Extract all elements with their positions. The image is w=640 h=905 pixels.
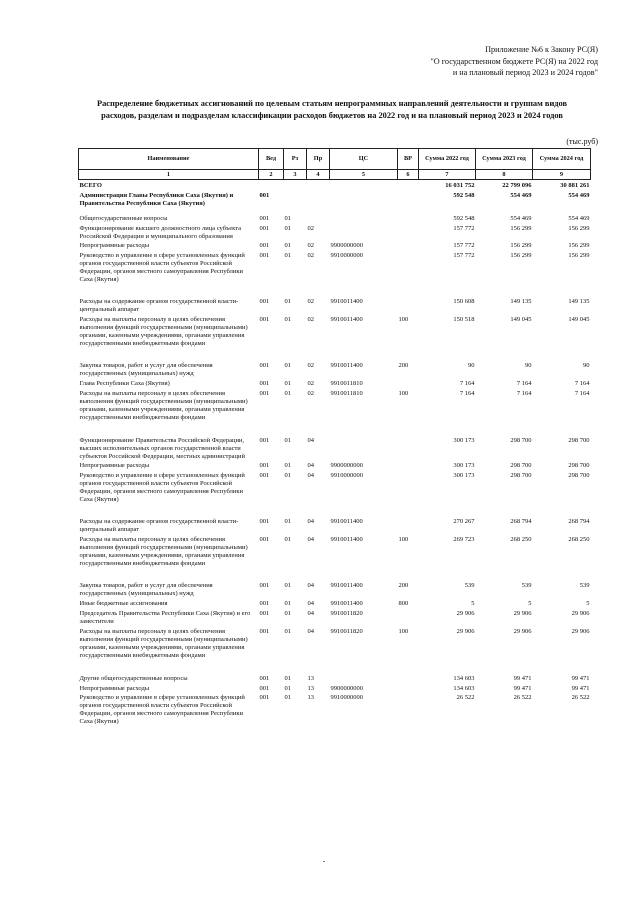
row-sum-2024: 99 471 (571, 684, 590, 692)
row-name: Глава Республики Саха (Якутия) (79, 380, 170, 388)
budget-table-body (79, 180, 591, 727)
row-vr (398, 460, 419, 470)
row-cs: 9910011810 (330, 380, 363, 388)
row-vr (398, 223, 419, 241)
row-sum-2023: 539 (521, 582, 532, 590)
row-vr (398, 180, 419, 190)
row-rz: 01 (284, 297, 291, 305)
row-ved: 001 (259, 472, 270, 480)
row-rz: 01 (284, 224, 291, 232)
table-row (79, 180, 591, 190)
row-sum-2022: 300 173 (453, 472, 475, 480)
row-pr: 04 (307, 582, 314, 590)
row-ved: 001 (259, 224, 270, 232)
row-name: Иные бюджетные ассигнования (79, 600, 168, 608)
row-rz: 01 (284, 518, 291, 525)
row-ved: 001 (259, 582, 270, 590)
row-cs: 9900000000 (330, 462, 363, 470)
row-sum-2024: 149 135 (568, 297, 590, 305)
row-sum-2022: 157 772 (453, 224, 475, 232)
row-pr: 02 (307, 362, 314, 370)
row-pr: 02 (307, 390, 314, 398)
row-sum-2023: 29 906 (513, 627, 532, 635)
row-sum-2022: 269 723 (453, 535, 475, 543)
row-cs (330, 208, 398, 223)
table-row (79, 314, 591, 348)
row-pr: 04 (307, 600, 314, 608)
row-ved: 001 (259, 214, 270, 222)
document-title (66, 98, 598, 121)
row-cs: 9910011400 (330, 297, 363, 305)
row-rz: 01 (284, 462, 291, 470)
row-cs: 9910011820 (330, 627, 363, 635)
row-vr: 200 (398, 582, 409, 590)
row-cs: 9900000000 (330, 684, 363, 692)
row-rz: 01 (284, 362, 291, 370)
col-header-sum-2024: Сумма 2024 год (533, 149, 591, 170)
row-sum-2024: 5 (586, 600, 590, 608)
row-cs: 9910000000 (330, 252, 363, 260)
row-pr: 04 (307, 518, 314, 525)
row-vr (398, 240, 419, 250)
col-header-ved: Вед (259, 149, 284, 170)
col-header-cs: ЦС (330, 149, 398, 170)
row-ved: 001 (259, 315, 270, 323)
row-vr (398, 660, 419, 683)
row-vr (398, 190, 419, 208)
table-row (79, 598, 591, 608)
col-number-4: 4 (307, 170, 330, 180)
appendix-note (430, 44, 598, 79)
row-rz: 01 (284, 610, 291, 618)
table-row (79, 692, 591, 726)
row-vr: 100 (398, 627, 409, 635)
row-vr: 100 (398, 535, 409, 543)
row-sum-2023: 554 469 (510, 214, 532, 222)
row-name: Другие общегосударственные вопросы (79, 674, 188, 682)
row-vr (398, 692, 419, 726)
col-header-sum-2022: Сумма 2022 год (419, 149, 476, 170)
row-sum-2023: 7 164 (516, 380, 532, 388)
row-cs (330, 190, 398, 208)
row-sum-2023: 156 299 (510, 252, 532, 260)
row-sum-2024: 554 469 (568, 191, 590, 199)
row-sum-2022: 5 (471, 600, 475, 608)
row-name: Непрограммные расходы (79, 462, 150, 470)
col-number-6: 6 (398, 170, 419, 180)
row-sum-2023: 298 700 (510, 462, 532, 470)
row-name: Администрация Главы Республики Саха (Якутия) и Правительства Республики Саха (Якутия) (79, 191, 234, 207)
row-sum-2023: 156 299 (510, 242, 532, 250)
table-row (79, 240, 591, 250)
row-rz: 01 (284, 674, 291, 682)
row-sum-2024: 29 906 (571, 610, 590, 618)
row-sum-2024: 554 469 (568, 214, 590, 222)
column-number-row (79, 170, 591, 180)
col-number-8: 8 (476, 170, 533, 180)
row-cs: 9910000000 (330, 694, 363, 702)
row-name: Расходы на содержание органов государственной власти- центральный аппарат (79, 297, 239, 313)
table-row (79, 660, 591, 683)
row-ved: 001 (259, 462, 270, 470)
row-ved: 001 (259, 535, 270, 543)
row-sum-2024: 7 164 (574, 390, 590, 398)
row-sum-2022: 150 518 (453, 315, 475, 323)
row-pr: 04 (307, 462, 314, 470)
row-pr: 04 (307, 436, 314, 444)
row-cs: 9900000000 (330, 242, 363, 250)
row-name: Функционирование Правительства Российской Федерации, высших исполнительных органов государственной власти субъектов Российской Федерации, местных администраций (79, 436, 245, 460)
row-sum-2022: 157 772 (453, 242, 475, 250)
row-cs (330, 180, 398, 190)
row-rz: 01 (284, 214, 291, 222)
col-header-name: Наименование (79, 149, 259, 170)
table-row (79, 190, 591, 208)
col-number-9: 9 (533, 170, 591, 180)
row-sum-2022: 7 164 (459, 380, 475, 388)
table-row (79, 250, 591, 284)
row-pr: 13 (307, 694, 314, 702)
row-sum-2022: 134 603 (453, 674, 475, 682)
row-name: Председатель Правительства Республики Саха (Якутия) и его заместители (79, 610, 251, 626)
row-pr: 02 (307, 242, 314, 250)
row-sum-2024: 156 299 (568, 224, 590, 232)
row-sum-2024: 298 700 (568, 436, 590, 444)
row-name: Руководство и управление в сфере установленных функций органов государственной власти субъектов Российской Федерации, органов местного самоуправления Республики Саха (Якутия) (79, 694, 245, 726)
row-sum-2022: 134 603 (453, 684, 475, 692)
row-sum-2024: 30 881 261 (560, 182, 590, 189)
row-sum-2024: 149 045 (568, 315, 590, 323)
row-sum-2022: 26 522 (456, 694, 475, 702)
table-row (79, 683, 591, 693)
row-sum-2023: 156 299 (510, 224, 532, 232)
row-sum-2024: 156 299 (568, 252, 590, 260)
row-ved: 001 (259, 600, 270, 608)
col-number-3: 3 (284, 170, 307, 180)
row-sum-2023: 99 471 (513, 684, 532, 692)
col-number-2: 2 (259, 170, 284, 180)
row-sum-2023: 90 (525, 362, 532, 370)
table-row (79, 422, 591, 461)
col-header-pr: Пр (307, 149, 330, 170)
row-vr: 800 (398, 600, 409, 608)
row-name: Непрограммные расходы (79, 242, 150, 250)
row-sum-2022: 7 164 (459, 390, 475, 398)
row-sum-2022: 90 (468, 362, 475, 370)
table-row (79, 284, 591, 314)
row-name: Расходы на выплаты персоналу в целях обеспечения выполнения функций государственными (муниципальными) органами, казенными учреждениями, органами управления государственными внебюджетными фондами (79, 535, 248, 567)
row-ved: 001 (259, 627, 270, 635)
row-pr: 02 (307, 315, 314, 323)
row-pr (307, 208, 330, 223)
table-row (79, 460, 591, 470)
row-rz: 01 (284, 242, 291, 250)
row-rz: 01 (284, 535, 291, 543)
row-rz: 01 (284, 436, 291, 444)
row-rz: 01 (284, 694, 291, 702)
col-number-1: 1 (79, 170, 259, 180)
row-cs (330, 660, 398, 683)
row-cs: 9910011400 (330, 518, 363, 525)
row-name: Функционирование высшего должностного лица субъекта Российской Федерации и муниципального образования (79, 224, 241, 240)
table-row (79, 504, 591, 534)
row-cs: 9910000000 (330, 472, 363, 480)
table-row (79, 208, 591, 223)
table-row (79, 378, 591, 388)
row-rz: 01 (284, 600, 291, 608)
row-rz: 01 (284, 472, 291, 480)
row-rz: 01 (284, 315, 291, 323)
row-sum-2022: 592 548 (453, 214, 475, 222)
row-sum-2024: 156 299 (568, 242, 590, 250)
col-header-sum-2023: Сумма 2023 год (476, 149, 533, 170)
row-sum-2022: 150 608 (453, 297, 475, 305)
row-ved: 001 (259, 684, 270, 692)
title-line-2: расходов, разделам и подразделам классификации расходов бюджетов на 2022 год и на плановый период 2023 и 2024 годов (101, 110, 563, 120)
row-sum-2024: 539 (579, 582, 590, 590)
budget-table (78, 148, 591, 726)
row-cs: 9910011810 (330, 390, 363, 398)
row-ved: 001 (259, 436, 270, 444)
row-sum-2023: 7 164 (516, 390, 532, 398)
row-vr (398, 284, 419, 314)
row-ved: 001 (259, 297, 270, 305)
row-pr: 04 (307, 610, 314, 618)
table-row (79, 388, 591, 422)
table-row (79, 223, 591, 241)
table-row (79, 534, 591, 568)
row-name: Закупка товаров, работ и услуг для обеспечения государственных (муниципальных) нужд (79, 582, 213, 598)
table-row (79, 608, 591, 626)
row-pr: 04 (307, 627, 314, 635)
row-rz (284, 180, 307, 190)
row-sum-2023: 298 700 (510, 436, 532, 444)
row-pr: 13 (307, 684, 314, 692)
unit-label: (тыс.руб) (566, 137, 598, 146)
row-vr (398, 250, 419, 284)
table-header-row (79, 149, 591, 170)
row-sum-2023: 5 (528, 600, 532, 608)
row-cs: 9910011400 (330, 600, 363, 608)
col-header-rz: Рз (284, 149, 307, 170)
row-sum-2022: 29 906 (456, 627, 475, 635)
row-vr (398, 608, 419, 626)
row-vr: 200 (398, 362, 409, 370)
row-sum-2024: 268 794 (568, 518, 590, 525)
row-name: Расходы на выплаты персоналу в целях обеспечения выполнения функций государственными (муниципальными) органами, казенными учреждениями, органами управления государственными внебюджетными фондами (79, 627, 248, 659)
row-ved: 001 (259, 191, 270, 199)
row-cs (330, 422, 398, 461)
row-ved: 001 (259, 390, 270, 398)
row-sum-2022: 300 173 (453, 462, 475, 470)
row-sum-2024: 26 522 (571, 694, 590, 702)
row-sum-2024: 268 250 (568, 535, 590, 543)
row-name: Закупка товаров, работ и услуг для обеспечения государственных (муниципальных) нужд (79, 362, 213, 378)
row-sum-2023: 554 469 (510, 191, 532, 199)
row-sum-2022: 300 173 (453, 436, 475, 444)
row-name: Руководство и управление в сфере установленных функций органов государственной власти субъектов Российской Федерации, органов местного самоуправления Республики Саха (Якутия) (79, 472, 245, 504)
row-sum-2023: 298 700 (510, 472, 532, 480)
row-sum-2024: 29 906 (571, 627, 590, 635)
row-rz: 01 (284, 380, 291, 388)
row-ved: 001 (259, 380, 270, 388)
row-sum-2024: 7 164 (574, 380, 590, 388)
row-sum-2023: 99 471 (513, 674, 532, 682)
row-pr (307, 180, 330, 190)
row-sum-2022: 29 906 (456, 610, 475, 618)
page-mark (323, 861, 325, 862)
row-vr (398, 422, 419, 461)
col-number-7: 7 (419, 170, 476, 180)
row-sum-2024: 298 700 (568, 472, 590, 480)
row-rz: 01 (284, 684, 291, 692)
appendix-line-1: Приложение №6 к Закону РС(Я) (485, 45, 598, 54)
row-ved: 001 (259, 518, 270, 525)
row-pr: 04 (307, 535, 314, 543)
row-sum-2023: 149 135 (510, 297, 532, 305)
row-vr (398, 208, 419, 223)
row-name: Расходы на содержание органов государственной власти- центральный аппарат (79, 518, 239, 533)
row-vr (398, 470, 419, 504)
row-sum-2024: 90 (583, 362, 590, 370)
row-vr (398, 683, 419, 693)
row-sum-2022: 157 772 (453, 252, 475, 260)
table-row (79, 347, 591, 378)
row-ved: 001 (259, 242, 270, 250)
row-vr: 100 (398, 315, 409, 323)
row-sum-2023: 22 799 096 (502, 182, 532, 189)
row-name: Руководство и управление в сфере установленных функций органов государственной власти субъектов Российской Федерации, органов местного самоуправления Республики Саха (Якутия) (79, 252, 245, 284)
table-row (79, 470, 591, 504)
row-name: Общегосударственные вопросы (79, 214, 168, 222)
table-row (79, 626, 591, 660)
col-header-vr: ВР (398, 149, 419, 170)
row-vr (398, 504, 419, 534)
table-row (79, 567, 591, 598)
row-rz: 01 (284, 582, 291, 590)
title-line-1: Распределение бюджетных ассигнований по целевым статьям непрограммных направлений деятельности и группам видов (96, 99, 568, 108)
row-name: Расходы на выплаты персоналу в целях обеспечения выполнения функций государственными (муниципальными) органами, казенными учреждениями, органами управления государственными внебюджетными фондами (79, 315, 248, 347)
row-rz: 01 (284, 390, 291, 398)
row-ved: 001 (259, 674, 270, 682)
row-pr: 13 (307, 674, 314, 682)
row-ved: 001 (259, 610, 270, 618)
row-cs: 9910011820 (330, 610, 363, 618)
row-rz: 01 (284, 252, 291, 260)
row-pr: 02 (307, 252, 314, 260)
appendix-line-3: и на плановый период 2023 и 2024 годов" (452, 68, 598, 77)
row-name: Непрограммные расходы (79, 684, 150, 692)
row-name: Расходы на выплаты персоналу в целях обеспечения выполнения функций государственными (муниципальными) органами, казенными учреждениями, органами управления государственными внебюджетными фондами (79, 390, 248, 421)
row-vr (398, 378, 419, 388)
row-ved (259, 180, 284, 190)
row-sum-2023: 268 794 (510, 518, 532, 525)
row-sum-2023: 26 522 (513, 694, 532, 702)
row-cs: 9910011400 (330, 315, 363, 323)
row-sum-2023: 29 906 (513, 610, 532, 618)
row-pr (307, 190, 330, 208)
row-sum-2024: 298 700 (568, 462, 590, 470)
row-sum-2022: 539 (464, 582, 475, 590)
row-cs: 9910011400 (330, 362, 363, 370)
row-vr: 100 (398, 390, 409, 398)
col-number-5: 5 (330, 170, 398, 180)
row-sum-2022: 270 267 (453, 518, 475, 525)
row-sum-2022: 592 548 (453, 191, 475, 199)
row-name: ВСЕГО (79, 182, 102, 189)
row-sum-2024: 99 471 (571, 674, 590, 682)
row-cs: 9910011400 (330, 582, 363, 590)
row-cs (330, 223, 398, 241)
row-pr: 04 (307, 472, 314, 480)
row-cs: 9910011400 (330, 535, 363, 543)
row-pr: 02 (307, 224, 314, 232)
row-sum-2022: 16 031 752 (445, 182, 475, 189)
row-ved: 001 (259, 252, 270, 260)
row-sum-2023: 149 045 (510, 315, 532, 323)
row-rz (284, 190, 307, 208)
row-ved: 001 (259, 362, 270, 370)
appendix-line-2: "О государственном бюджете РС(Я) на 2022 год (430, 56, 598, 66)
row-rz: 01 (284, 627, 291, 635)
row-pr: 02 (307, 297, 314, 305)
row-pr: 02 (307, 380, 314, 388)
row-ved: 001 (259, 694, 270, 702)
row-sum-2023: 268 250 (510, 535, 532, 543)
